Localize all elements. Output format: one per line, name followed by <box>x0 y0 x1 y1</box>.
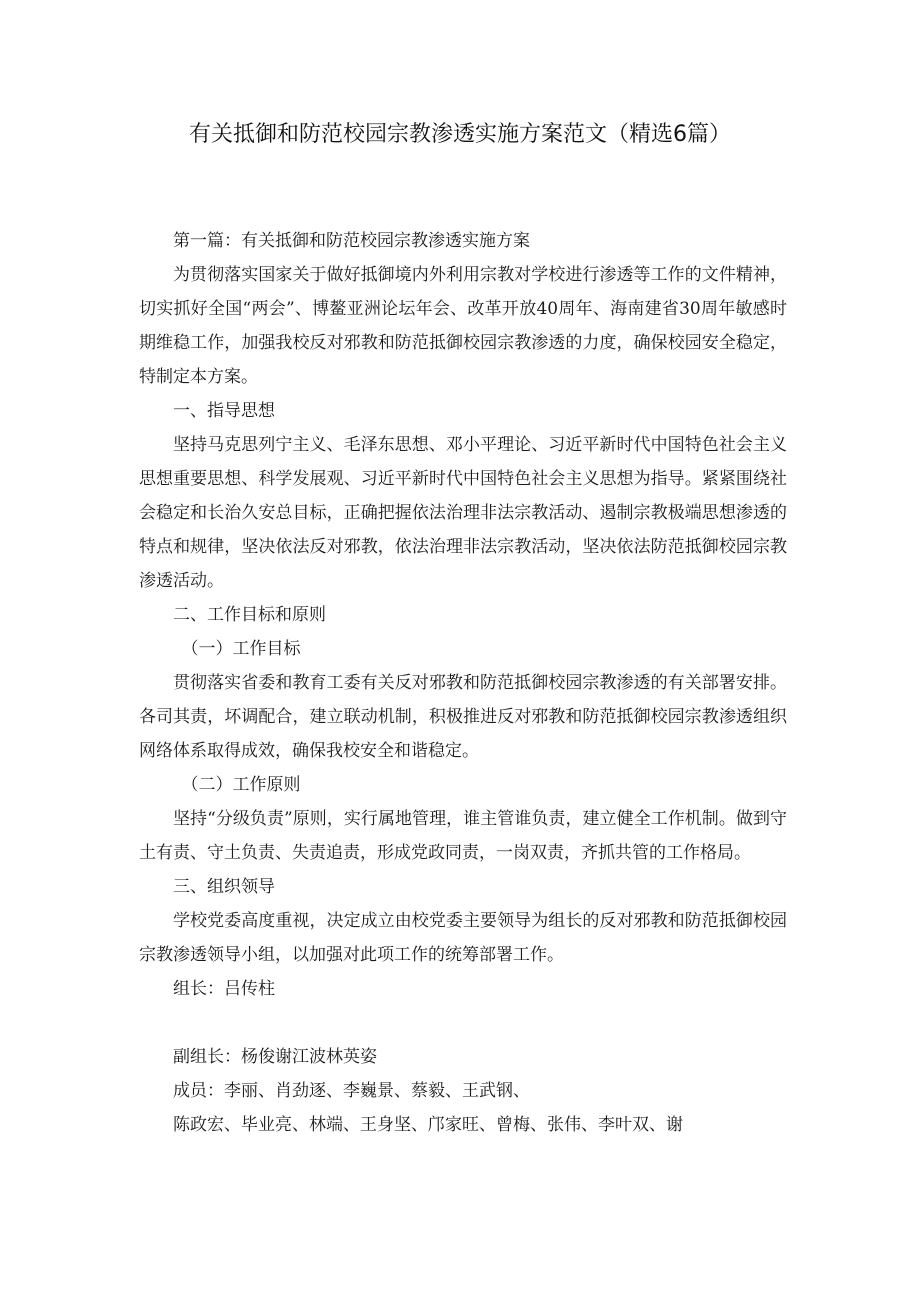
section-heading-guiding-ideology: 一、指导思想 <box>173 401 275 421</box>
deputy-leader-line: 副组长：杨俊谢江波林英姿 <box>173 1047 377 1067</box>
section-heading-organization: 三、组织领导 <box>173 877 275 897</box>
section-heading-part-one: 第一篇：有关抵御和防范校园宗教渗透实施方案 <box>173 231 530 251</box>
paragraph-intro: 为贯彻落实国家关于做好抵御境内外利用宗教对学校进行渗透等工作的文件精神，切实抓好全国“两会”、博鳌亚洲论坛年会、改革开放40周年、海南建省30周年敏感时期维稳工作，加强我校反对邪教和防范抵御校园宗教渗透的力度，确保校园安全稳定，特制定本方案。 <box>139 265 787 387</box>
paragraph-work-goals: 贯彻落实省委和教育工委有关反对邪教和防范抵御校园宗教渗透的有关部署安排。各司其责，坏调配合，建立联动机制，积极推进反对邪教和防范抵御校园宗教渗透组织网络体系取得成效，确保我校安全和谐稳定。 <box>139 673 787 761</box>
members-line-1: 成员：李丽、肖劲逐、李巍景、蔡毅、王武钢、 <box>173 1081 530 1101</box>
subheading-work-goals: （一）工作目标 <box>181 639 301 659</box>
document-body <box>139 224 787 1142</box>
subheading-work-principles: （二）工作原则 <box>181 775 301 795</box>
members-line-2: 陈政宏、毕业亮、林端、王身坚、邝家旺、曾梅、张伟、李叶双、谢 <box>173 1115 683 1135</box>
blank-gap <box>139 1006 787 1040</box>
leader-line: 组长：吕传柱 <box>173 979 275 999</box>
section-heading-goals-principles: 二、工作目标和原则 <box>173 605 326 625</box>
paragraph-work-principles: 坚持“分级负责”原则，实行属地管理，谁主管谁负责，建立健全工作机制。做到守土有责、守土负责、失责追责，形成党政同责，一岗双责，齐抓共管的工作格局。 <box>139 809 787 863</box>
paragraph-guiding-ideology: 坚持马克思列宁主义、毛泽东思想、邓小平理论、习近平新时代中国特色社会主义思想重要思想、科学发展观、习近平新时代中国特色社会主义思想为指导。紧紧围绕社会稳定和长治久安总目标，正确把握依法治理非法宗教活动、遏制宗教极端思想渗透的特点和规律，坚决依法反对邪教，依法治理非法宗教活动，坚决依法防范抵御校园宗教渗透活动。 <box>139 435 787 591</box>
document-title: 有关抵御和防范校园宗教渗透实施方案范文（精选6篇） <box>189 122 731 147</box>
paragraph-organization: 学校党委高度重视，决定成立由校党委主要领导为组长的反对邪教和防范抵御校园宗教渗透领导小组，以加强对此项工作的统筹部署工作。 <box>139 911 787 965</box>
